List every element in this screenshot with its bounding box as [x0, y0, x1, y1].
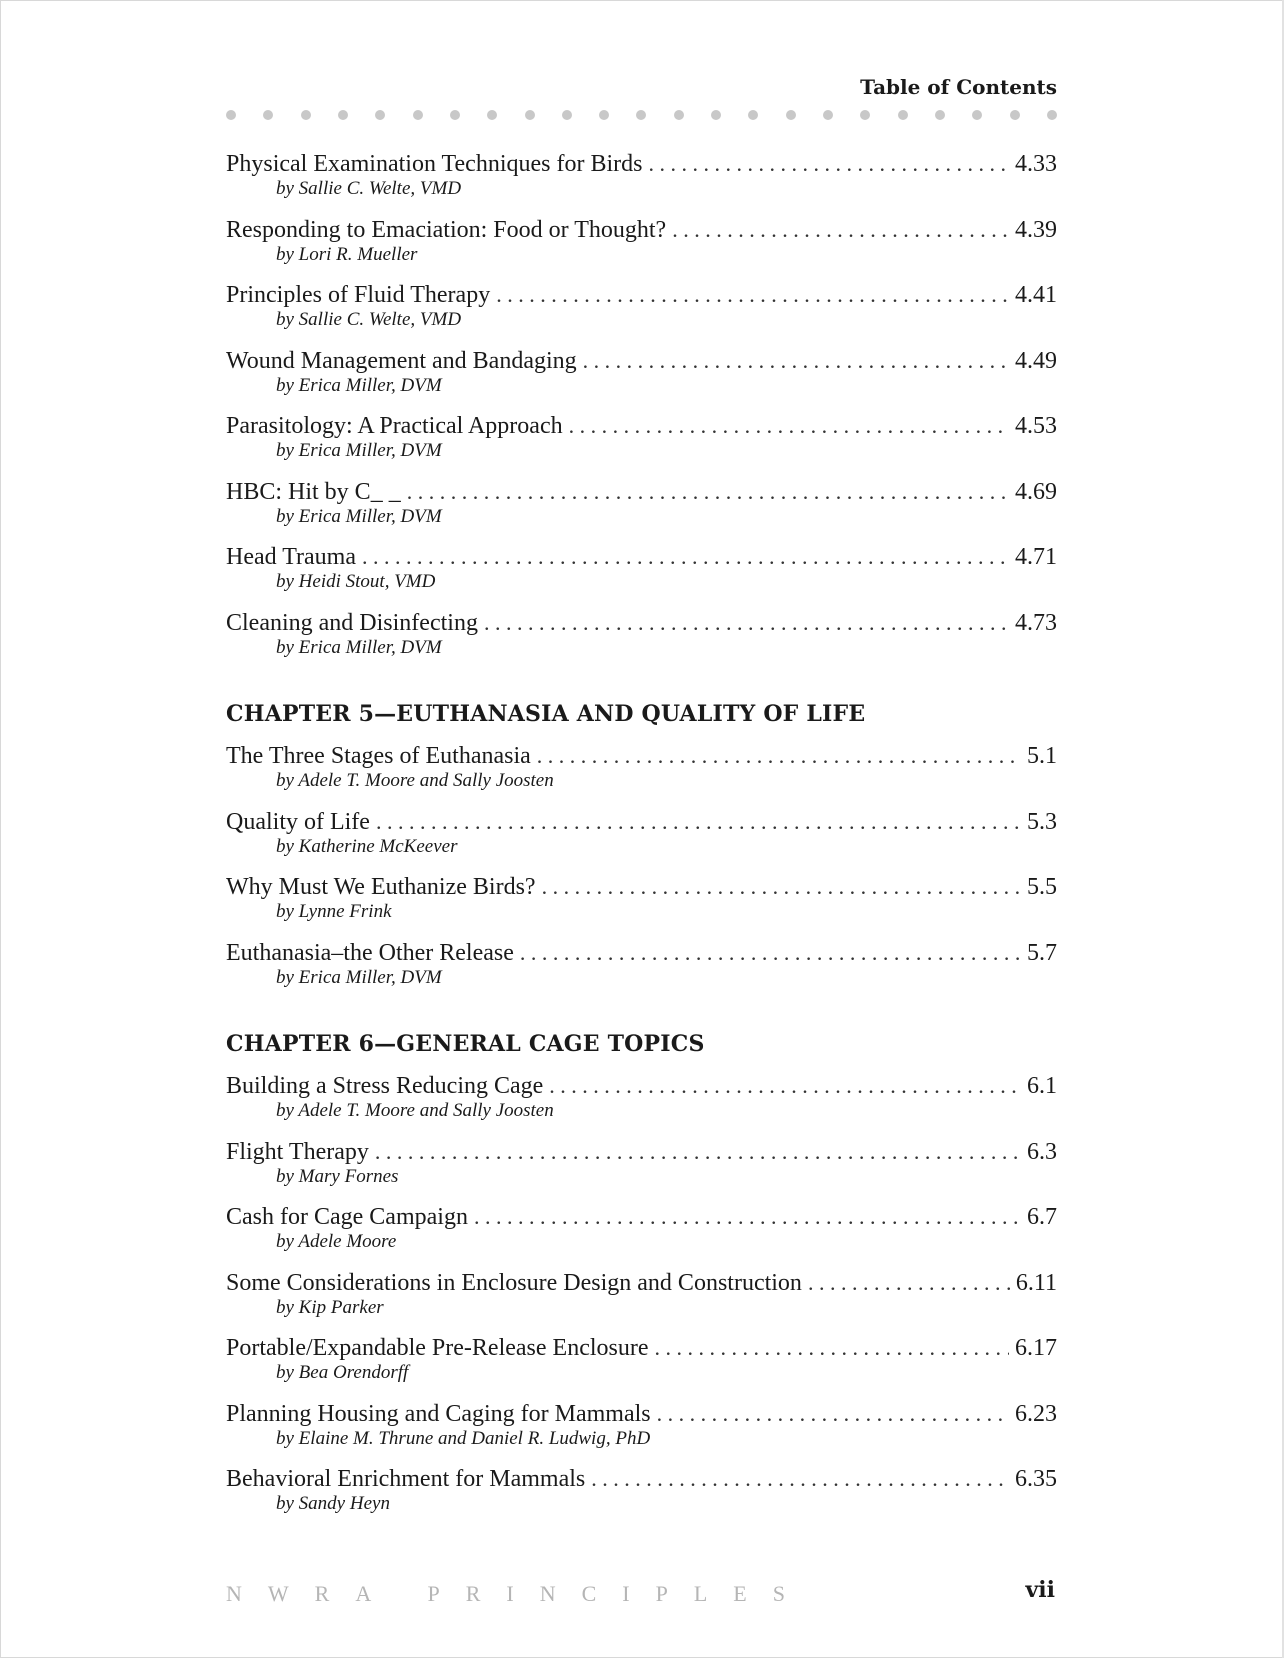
rule-dot — [636, 110, 646, 120]
dot-leader — [583, 346, 1009, 376]
dot-leader — [569, 411, 1009, 441]
toc-entry-page-number: 4.49 — [1015, 347, 1057, 374]
dot-leader — [542, 872, 1021, 902]
dot-leader — [474, 1202, 1021, 1232]
dot-leader — [520, 938, 1021, 968]
toc-entry[interactable] — [226, 938, 1057, 1004]
rule-dot — [301, 110, 311, 120]
toc-entry[interactable] — [226, 807, 1057, 873]
toc-entry-line — [226, 542, 1057, 572]
toc-entry-title: Some Considerations in Enclosure Design and Construction — [226, 1269, 802, 1296]
toc-entry-page-number: 5.1 — [1027, 743, 1057, 769]
rule-dot — [413, 110, 423, 120]
toc-entry-author: by Adele T. Moore and Sally Joosten — [276, 770, 554, 791]
toc-entry-line — [226, 280, 1057, 310]
toc-entry-title: Principles of Fluid Therapy — [226, 282, 491, 308]
toc-entry-author: by Erica Miller, DVM — [276, 440, 442, 461]
toc-entry-line — [226, 1268, 1057, 1298]
toc-entry[interactable] — [226, 1464, 1057, 1530]
rule-dot — [263, 110, 273, 120]
toc-entry[interactable] — [226, 1202, 1057, 1268]
toc-entry-title: The Three Stages of Euthanasia — [226, 743, 531, 769]
toc-entry-author: by Erica Miller, DVM — [276, 636, 442, 658]
toc-entry[interactable] — [226, 1333, 1057, 1399]
dot-leader — [484, 608, 1009, 638]
toc-entry-page-number: 4.33 — [1015, 151, 1057, 177]
toc-entry[interactable] — [226, 542, 1057, 608]
toc-entry[interactable] — [226, 608, 1057, 674]
toc-entry-author: by Mary Fornes — [276, 1165, 399, 1187]
toc-entry-title: Responding to Emaciation: Food or Thought? — [226, 216, 667, 243]
toc-entry-line — [226, 1333, 1057, 1363]
dot-leader — [655, 1333, 1009, 1363]
toc-entry-title: Building a Stress Reducing Cage — [226, 1073, 544, 1099]
toc-entry-author: by Lori R. Mueller — [276, 243, 418, 265]
toc-entry-author: by Katherine McKeever — [276, 835, 458, 857]
toc-entry-title: Behavioral Enrichment for Mammals — [226, 1466, 586, 1492]
toc-entry-line — [226, 346, 1057, 376]
toc-entry-author: by Heidi Stout, VMD — [276, 571, 436, 592]
toc-entry-page-number: 6.7 — [1027, 1204, 1057, 1230]
dot-leader — [648, 149, 1009, 179]
toc-entry-title: Cleaning and Disinfecting — [226, 609, 478, 636]
toc-entry-page-number: 6.35 — [1015, 1466, 1057, 1492]
dot-leader — [407, 477, 1009, 507]
toc-entry[interactable] — [226, 280, 1057, 346]
rule-dot — [562, 110, 572, 120]
toc-entry[interactable] — [226, 1071, 1057, 1137]
rule-dot — [375, 110, 385, 120]
toc-entry[interactable] — [226, 1399, 1057, 1465]
rule-dot — [823, 110, 833, 120]
rule-dot — [1047, 110, 1057, 120]
toc-entry-author: by Kip Parker — [276, 1296, 384, 1318]
toc-entry-line — [226, 411, 1057, 441]
toc-entry-author: by Sandy Heyn — [276, 1493, 390, 1514]
toc-entry-line — [226, 149, 1057, 179]
toc-entry-title: Portable/Expandable Pre-Release Enclosure — [226, 1335, 649, 1361]
chapter-heading: CHAPTER 5—EUTHANASIA AND QUALITY OF LIFE — [226, 701, 866, 727]
rule-dot — [525, 110, 535, 120]
rule-dot — [860, 110, 870, 120]
rule-dot — [226, 110, 236, 120]
toc-entry-line — [226, 1202, 1057, 1232]
toc-entry-title: Why Must We Euthanize Birds? — [226, 874, 536, 900]
toc-entry[interactable] — [226, 1268, 1057, 1334]
toc-entry-title: Parasitology: A Practical Approach — [226, 413, 563, 439]
toc-entry-line — [226, 215, 1057, 245]
toc-entry[interactable] — [226, 1137, 1057, 1203]
dot-leader — [808, 1268, 1010, 1298]
toc-entry-page-number: 6.11 — [1015, 1269, 1057, 1296]
toc-entry-page-number: 5.7 — [1027, 939, 1057, 966]
toc-entry-line — [226, 608, 1057, 638]
rule-dot — [599, 110, 609, 120]
dot-leader — [537, 741, 1021, 771]
running-header-title: Table of Contents — [860, 75, 1057, 99]
footer-page-number: vii — [1025, 1577, 1055, 1603]
toc-entry-title: Flight Therapy — [226, 1138, 369, 1165]
toc-entry-title: Wound Management and Bandaging — [226, 347, 577, 374]
dot-leader — [591, 1464, 1009, 1494]
dot-leader — [672, 215, 1009, 245]
toc-entry-author: by Bea Orendorff — [276, 1362, 409, 1383]
toc-entry-line — [226, 872, 1057, 902]
rule-dot — [972, 110, 982, 120]
toc-entry-author: by Sallie C. Welte, VMD — [276, 178, 462, 199]
toc-entry-line — [226, 741, 1057, 771]
toc-entry-title: Cash for Cage Campaign — [226, 1204, 468, 1230]
rule-dot — [748, 110, 758, 120]
toc-entry[interactable] — [226, 149, 1057, 215]
toc-entry[interactable] — [226, 215, 1057, 281]
toc-entry-line — [226, 1071, 1057, 1101]
rule-dot — [898, 110, 908, 120]
toc-entry-page-number: 6.3 — [1027, 1138, 1057, 1165]
toc-entry-author: by Adele Moore — [276, 1231, 397, 1252]
dot-leader — [375, 1137, 1021, 1167]
dot-leader — [496, 280, 1009, 310]
toc-entry[interactable] — [226, 346, 1057, 412]
footer-brand: NWRA PRINCIPLES — [226, 1581, 811, 1606]
toc-entry-author: by Erica Miller, DVM — [276, 966, 442, 988]
dot-leader — [362, 542, 1009, 572]
rule-dot — [935, 110, 945, 120]
toc-entry-author: by Lynne Frink — [276, 901, 392, 922]
toc-entry-line — [226, 477, 1057, 507]
toc-entry-page-number: 6.17 — [1015, 1335, 1057, 1361]
chapter-heading: CHAPTER 6—GENERAL CAGE TOPICS — [226, 1031, 705, 1057]
rule-dot — [711, 110, 721, 120]
toc-entry-title: Euthanasia–the Other Release — [226, 939, 514, 966]
toc-entry-title: HBC: Hit by C_ _ — [226, 478, 401, 505]
rule-dot — [338, 110, 348, 120]
toc-entry-page-number: 4.69 — [1015, 478, 1057, 505]
toc-entry[interactable] — [226, 741, 1057, 807]
toc-entry-page-number: 5.5 — [1027, 874, 1057, 900]
toc-entry-line — [226, 807, 1057, 837]
toc-entry-line — [226, 938, 1057, 968]
toc-entry-page-number: 4.41 — [1015, 282, 1057, 308]
toc-entry-author: by Sallie C. Welte, VMD — [276, 309, 462, 330]
toc-entry-line — [226, 1137, 1057, 1167]
rule-dot — [1010, 110, 1020, 120]
toc-entry-title: Physical Examination Techniques for Birds — [226, 151, 643, 177]
toc-entry[interactable] — [226, 477, 1057, 543]
toc-entry-author: by Adele T. Moore and Sally Joosten — [276, 1100, 554, 1121]
dotted-rule — [226, 109, 1057, 121]
toc-entry-page-number: 6.1 — [1027, 1073, 1057, 1099]
toc-entry-author: by Elaine M. Thrune and Daniel R. Ludwig, PhD — [276, 1427, 651, 1449]
toc-entry-author: by Erica Miller, DVM — [276, 505, 442, 527]
toc-entry[interactable] — [226, 411, 1057, 477]
toc-entry-title: Planning Housing and Caging for Mammals — [226, 1400, 651, 1427]
toc-entry-title: Head Trauma — [226, 544, 356, 570]
toc-entry-author: by Erica Miller, DVM — [276, 374, 442, 396]
dot-leader — [376, 807, 1021, 837]
toc-entry-page-number: 6.23 — [1015, 1400, 1057, 1427]
rule-dot — [786, 110, 796, 120]
toc-entry-page-number: 5.3 — [1027, 808, 1057, 835]
dot-leader — [549, 1071, 1021, 1101]
toc-entry-page-number: 4.71 — [1015, 544, 1057, 570]
toc-entry-page-number: 4.39 — [1015, 216, 1057, 243]
rule-dot — [674, 110, 684, 120]
toc-entry-title: Quality of Life — [226, 808, 370, 835]
rule-dot — [487, 110, 497, 120]
toc-entry-page-number: 4.73 — [1015, 609, 1057, 636]
toc-entry[interactable] — [226, 872, 1057, 938]
rule-dot — [450, 110, 460, 120]
table-of-contents — [226, 149, 1057, 1530]
toc-entry-page-number: 4.53 — [1015, 413, 1057, 439]
toc-entry-line — [226, 1464, 1057, 1494]
toc-entry-line — [226, 1399, 1057, 1429]
dot-leader — [657, 1399, 1009, 1429]
